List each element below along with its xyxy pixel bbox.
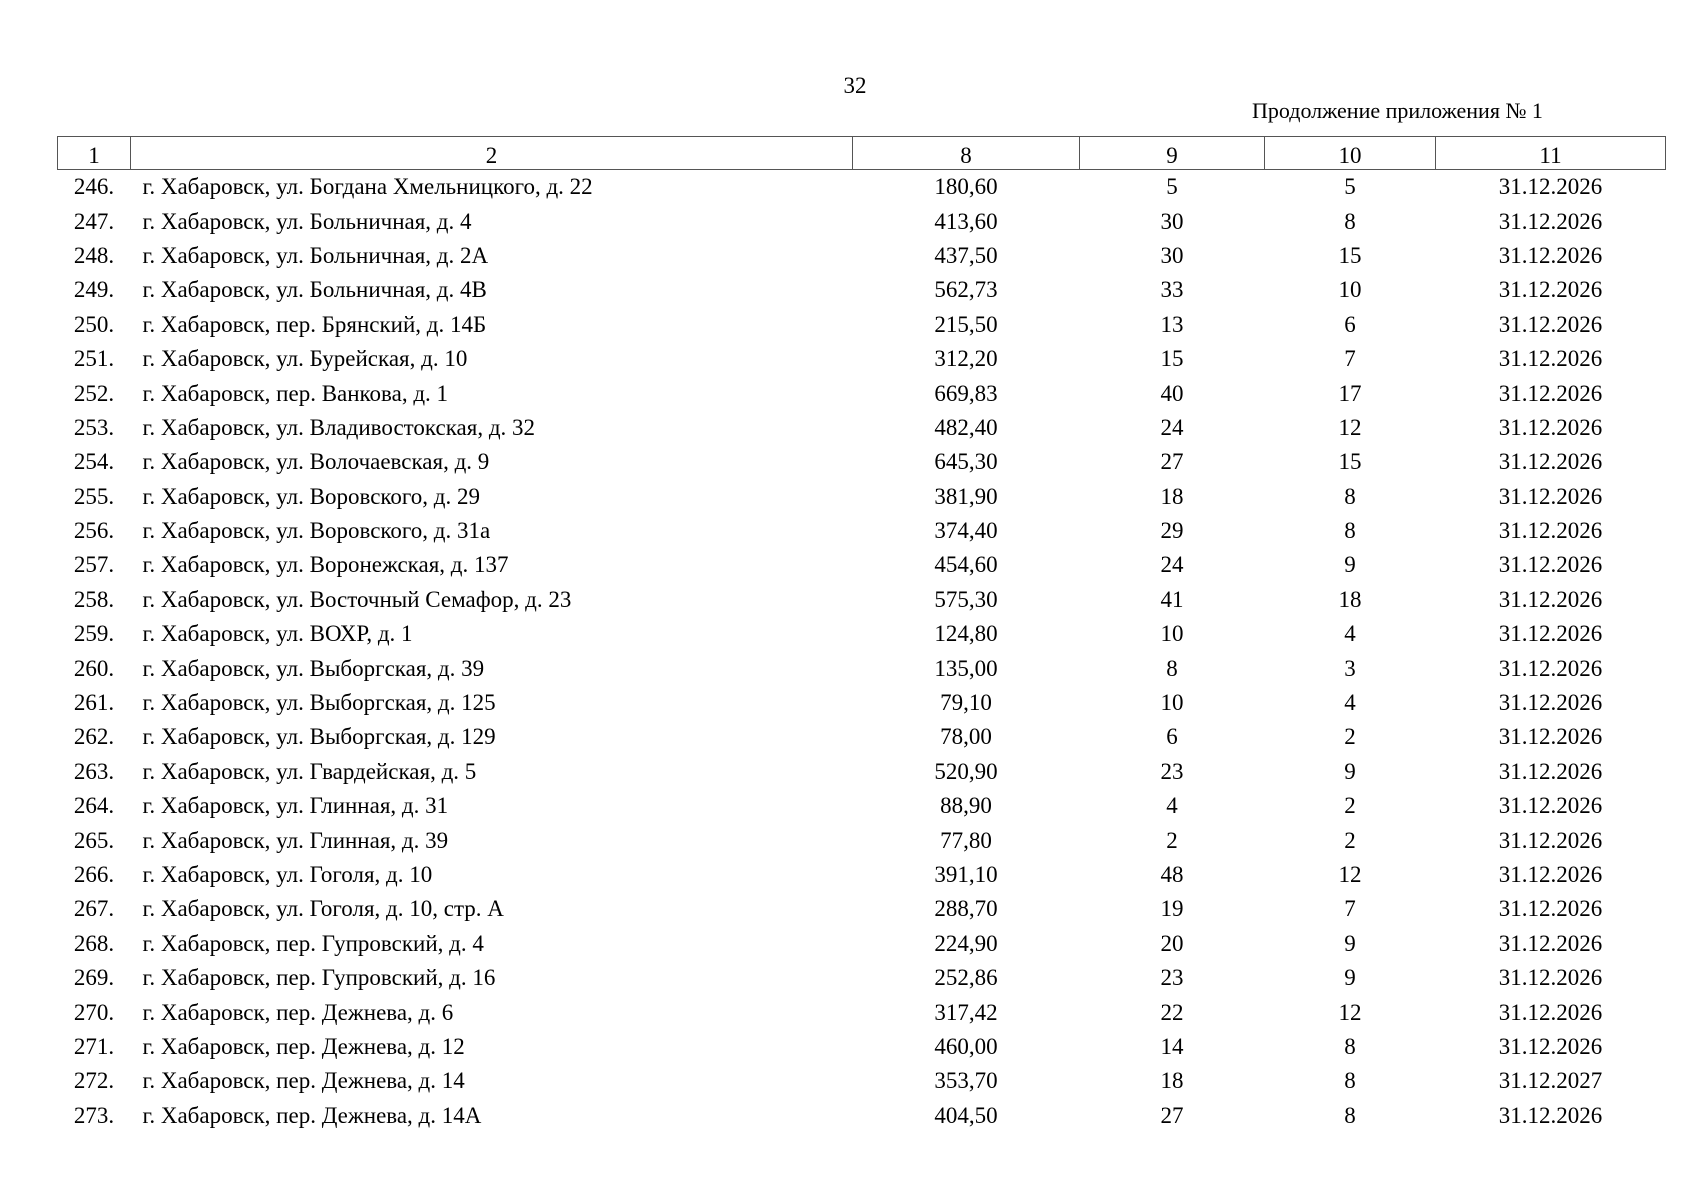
row-address: г. Хабаровск, ул. Воронежская, д. 137 (142, 552, 509, 578)
row-date: 31.12.2026 (1498, 311, 1603, 337)
row-area: 669,83 (934, 380, 998, 406)
row-address: г. Хабаровск, пер. Дежнева, д. 6 (142, 999, 454, 1025)
row-col10-value: 9 (1344, 930, 1356, 956)
row-number: 253. (73, 414, 115, 440)
row-date: 31.12.2026 (1498, 827, 1603, 853)
table-row (58, 548, 1666, 582)
row-col9-value: 23 (1160, 758, 1184, 784)
table-row (58, 411, 1666, 445)
row-address: г. Хабаровск, пер. Ванкова, д. 1 (142, 380, 449, 406)
row-number: 249. (73, 277, 115, 303)
row-col10-value: 5 (1344, 174, 1356, 200)
row-col9-value: 22 (1160, 999, 1184, 1025)
table-row (58, 445, 1666, 479)
row-col9-value: 48 (1160, 862, 1184, 887)
row-address: г. Хабаровск, ул. Больничная, д. 2А (142, 242, 489, 268)
row-number: 267. (73, 896, 115, 922)
row-number: 262. (73, 724, 115, 750)
row-area: 77,80 (940, 827, 992, 853)
row-address: г. Хабаровск, ул. Гвардейская, д. 5 (142, 758, 477, 784)
row-col10-value: 8 (1344, 1102, 1356, 1128)
row-number: 266. (73, 862, 115, 887)
row-col10-value: 4 (1344, 690, 1356, 716)
row-date: 31.12.2026 (1498, 1102, 1603, 1128)
row-date: 31.12.2026 (1498, 483, 1603, 509)
table-row (58, 651, 1666, 685)
row-address: г. Хабаровск, ул. Владивостокская, д. 32 (142, 414, 536, 440)
row-date: 31.12.2026 (1498, 896, 1603, 922)
row-col10-value: 12 (1338, 862, 1362, 887)
row-area: 312,20 (934, 346, 998, 372)
row-date: 31.12.2026 (1498, 999, 1603, 1025)
row-col10-value: 2 (1344, 793, 1356, 819)
row-col9-value: 20 (1160, 930, 1184, 956)
row-col9-value: 27 (1160, 449, 1184, 475)
row-date: 31.12.2026 (1498, 552, 1603, 578)
row-col10-value: 8 (1344, 518, 1356, 544)
row-col10-value: 7 (1344, 896, 1356, 922)
row-number: 271. (73, 1033, 115, 1059)
row-address: г. Хабаровск, ул. Гоголя, д. 10 (142, 862, 433, 887)
table-row (58, 995, 1666, 1029)
table-row (58, 204, 1666, 238)
row-area: 124,80 (934, 621, 998, 647)
row-area: 79,10 (940, 690, 992, 716)
row-col10-value: 6 (1344, 311, 1356, 337)
page-number: 32 (843, 73, 867, 98)
row-area: 317,42 (934, 999, 998, 1025)
row-address: г. Хабаровск, пер. Дежнева, д. 12 (142, 1033, 465, 1059)
row-col10-value: 12 (1338, 414, 1362, 440)
row-number: 250. (73, 311, 115, 337)
row-date: 31.12.2026 (1498, 414, 1603, 440)
row-number: 269. (73, 965, 115, 991)
row-area: 562,73 (934, 277, 998, 303)
row-col10-value: 8 (1344, 1068, 1356, 1094)
row-address: г. Хабаровск, ул. Воровского, д. 29 (142, 483, 480, 509)
row-date: 31.12.2026 (1498, 793, 1603, 819)
row-col9-value: 18 (1160, 1068, 1184, 1094)
row-date: 31.12.2026 (1498, 1033, 1603, 1059)
row-col10-value: 8 (1344, 208, 1356, 234)
row-col9-value: 15 (1160, 346, 1184, 372)
row-date: 31.12.2026 (1498, 621, 1603, 647)
row-col10-value: 12 (1338, 999, 1362, 1025)
row-col9-value: 4 (1166, 793, 1178, 819)
table-row (58, 273, 1666, 307)
row-col9-value: 23 (1160, 965, 1184, 991)
table-row (58, 1099, 1666, 1133)
table-header (58, 137, 1666, 170)
row-col9-value: 18 (1160, 483, 1184, 509)
row-area: 252,86 (934, 965, 998, 991)
table-row (58, 1030, 1666, 1064)
row-number: 246. (73, 174, 115, 200)
row-area: 381,90 (934, 483, 998, 509)
row-address: г. Хабаровск, ул. Выборгская, д. 129 (142, 724, 496, 750)
row-address: г. Хабаровск, ул. Бурейская, д. 10 (142, 346, 468, 372)
row-number: 257. (73, 552, 115, 578)
row-col9-value: 2 (1166, 827, 1178, 853)
table-row (58, 789, 1666, 823)
row-date: 31.12.2026 (1498, 930, 1603, 956)
row-area: 374,40 (934, 518, 998, 544)
table-row (58, 308, 1666, 342)
row-area: 353,70 (934, 1068, 998, 1094)
row-col10-value: 9 (1344, 965, 1356, 991)
row-col10-value: 7 (1344, 346, 1356, 372)
row-number: 260. (73, 655, 115, 681)
row-number: 268. (73, 930, 115, 956)
row-date: 31.12.2026 (1498, 277, 1603, 303)
row-date: 31.12.2026 (1498, 965, 1603, 991)
row-address: г. Хабаровск, ул. Гоголя, д. 10, стр. А (142, 896, 504, 922)
row-number: 255. (73, 483, 115, 509)
table-row (58, 1064, 1666, 1098)
row-col10-value: 4 (1344, 621, 1356, 647)
column-header-9: 9 (1080, 137, 1265, 170)
row-col10-value: 15 (1338, 242, 1362, 268)
table-row (58, 823, 1666, 857)
row-area: 224,90 (934, 930, 998, 956)
table-body (58, 170, 1666, 1133)
row-date: 31.12.2026 (1498, 586, 1603, 612)
row-address: г. Хабаровск, ул. Богдана Хмельницкого, д. 22 (142, 174, 593, 200)
table-row (58, 927, 1666, 961)
row-area: 135,00 (934, 655, 998, 681)
row-area: 88,90 (940, 793, 992, 819)
row-address: г. Хабаровск, ул. Выборгская, д. 39 (142, 655, 485, 681)
row-number: 248. (73, 242, 115, 268)
row-area: 460,00 (934, 1033, 998, 1059)
row-area: 288,70 (934, 896, 998, 922)
row-date: 31.12.2026 (1498, 174, 1603, 200)
row-col9-value: 5 (1166, 174, 1178, 200)
row-col9-value: 10 (1160, 690, 1184, 716)
row-address: г. Хабаровск, ул. Больничная, д. 4 (142, 208, 472, 234)
row-col10-value: 18 (1338, 586, 1362, 612)
row-address: г. Хабаровск, ул. Волочаевская, д. 9 (142, 449, 490, 475)
row-address: г. Хабаровск, ул. Воровского, д. 31а (142, 518, 491, 544)
row-date: 31.12.2026 (1498, 208, 1603, 234)
row-col10-value: 17 (1338, 380, 1362, 406)
row-col10-value: 2 (1344, 724, 1356, 750)
row-col9-value: 29 (1160, 518, 1184, 544)
row-col9-value: 30 (1160, 208, 1184, 234)
row-area: 78,00 (940, 724, 992, 750)
row-col10-value: 8 (1344, 483, 1356, 509)
row-date: 31.12.2027 (1498, 1068, 1603, 1094)
row-number: 273. (73, 1102, 115, 1128)
row-area: 413,60 (934, 208, 998, 234)
table-row (58, 583, 1666, 617)
row-col9-value: 13 (1160, 311, 1184, 337)
row-date: 31.12.2026 (1498, 242, 1603, 268)
row-area: 645,30 (934, 449, 998, 475)
row-date: 31.12.2026 (1498, 690, 1603, 716)
row-date: 31.12.2026 (1498, 758, 1603, 784)
row-number: 251. (73, 346, 115, 372)
row-col9-value: 6 (1166, 724, 1178, 750)
column-header-1: 1 (58, 137, 131, 170)
row-number: 259. (73, 621, 115, 647)
row-col10-value: 8 (1344, 1033, 1356, 1059)
row-address: г. Хабаровск, ул. Выборгская, д. 125 (142, 690, 496, 716)
row-col10-value: 2 (1344, 827, 1356, 853)
row-number: 264. (73, 793, 115, 819)
housing-register-table (57, 136, 1666, 1133)
row-col10-value: 15 (1338, 449, 1362, 475)
row-col10-value: 3 (1344, 655, 1356, 681)
row-col9-value: 8 (1166, 655, 1178, 681)
row-col9-value: 40 (1160, 380, 1184, 406)
table-row (58, 617, 1666, 651)
row-number: 270. (73, 999, 115, 1025)
row-col9-value: 24 (1160, 414, 1184, 440)
row-number: 252. (73, 380, 115, 406)
column-header-8: 8 (853, 137, 1080, 170)
row-area: 437,50 (934, 242, 998, 268)
table-row (58, 514, 1666, 548)
row-number: 263. (73, 758, 115, 784)
row-number: 272. (73, 1068, 115, 1094)
row-number: 256. (73, 518, 115, 544)
row-area: 215,50 (934, 311, 998, 337)
row-col9-value: 19 (1160, 896, 1184, 922)
row-address: г. Хабаровск, ул. ВОХР, д. 1 (142, 621, 413, 647)
row-address: г. Хабаровск, пер. Дежнева, д. 14 (142, 1068, 465, 1094)
column-header-2: 2 (131, 137, 853, 170)
table-row (58, 170, 1666, 205)
row-address: г. Хабаровск, ул. Больничная, д. 4В (142, 277, 487, 303)
table-row (58, 720, 1666, 754)
row-date: 31.12.2026 (1498, 862, 1603, 887)
row-area: 575,30 (934, 586, 998, 612)
table-row (58, 755, 1666, 789)
row-number: 261. (73, 690, 115, 716)
table-row (58, 342, 1666, 376)
table-row (58, 480, 1666, 514)
row-address: г. Хабаровск, ул. Глинная, д. 31 (142, 793, 449, 819)
row-address: г. Хабаровск, ул. Восточный Семафор, д. 23 (142, 586, 572, 612)
row-date: 31.12.2026 (1498, 346, 1603, 372)
row-col9-value: 14 (1160, 1033, 1184, 1059)
row-area: 454,60 (934, 552, 998, 578)
row-address: г. Хабаровск, пер. Гупровский, д. 4 (142, 930, 484, 956)
row-col9-value: 27 (1160, 1102, 1184, 1128)
row-address: г. Хабаровск, ул. Глинная, д. 39 (142, 827, 449, 853)
row-col9-value: 33 (1160, 277, 1184, 303)
column-header-11: 11 (1436, 137, 1666, 170)
row-col10-value: 10 (1338, 277, 1362, 303)
row-date: 31.12.2026 (1498, 449, 1603, 475)
row-area: 404,50 (934, 1102, 998, 1128)
row-col9-value: 10 (1160, 621, 1184, 647)
row-number: 254. (73, 449, 115, 475)
row-address: г. Хабаровск, пер. Дежнева, д. 14А (142, 1102, 482, 1128)
table-row (58, 239, 1666, 273)
table-row (58, 376, 1666, 410)
table-row (58, 686, 1666, 720)
row-area: 180,60 (934, 174, 998, 200)
row-date: 31.12.2026 (1498, 655, 1603, 681)
row-date: 31.12.2026 (1498, 380, 1603, 406)
row-number: 258. (73, 586, 115, 612)
column-number-row (58, 137, 1666, 170)
row-col10-value: 9 (1344, 552, 1356, 578)
row-date: 31.12.2026 (1498, 724, 1603, 750)
row-number: 247. (73, 208, 115, 234)
row-col10-value: 9 (1344, 758, 1356, 784)
row-col9-value: 24 (1160, 552, 1184, 578)
table-row (58, 858, 1666, 892)
row-area: 482,40 (934, 414, 998, 440)
row-area: 391,10 (934, 862, 998, 887)
table-row (58, 961, 1666, 995)
row-area: 520,90 (934, 758, 998, 784)
table-row (58, 892, 1666, 926)
row-number: 265. (73, 827, 115, 853)
row-col9-value: 30 (1160, 242, 1184, 268)
appendix-continuation-note: Продолжение приложения № 1 (1252, 98, 1543, 123)
column-header-10: 10 (1265, 137, 1436, 170)
row-address: г. Хабаровск, пер. Брянский, д. 14Б (142, 311, 487, 337)
row-address: г. Хабаровск, пер. Гупровский, д. 16 (142, 965, 496, 991)
row-date: 31.12.2026 (1498, 518, 1603, 544)
row-col9-value: 41 (1160, 586, 1184, 612)
